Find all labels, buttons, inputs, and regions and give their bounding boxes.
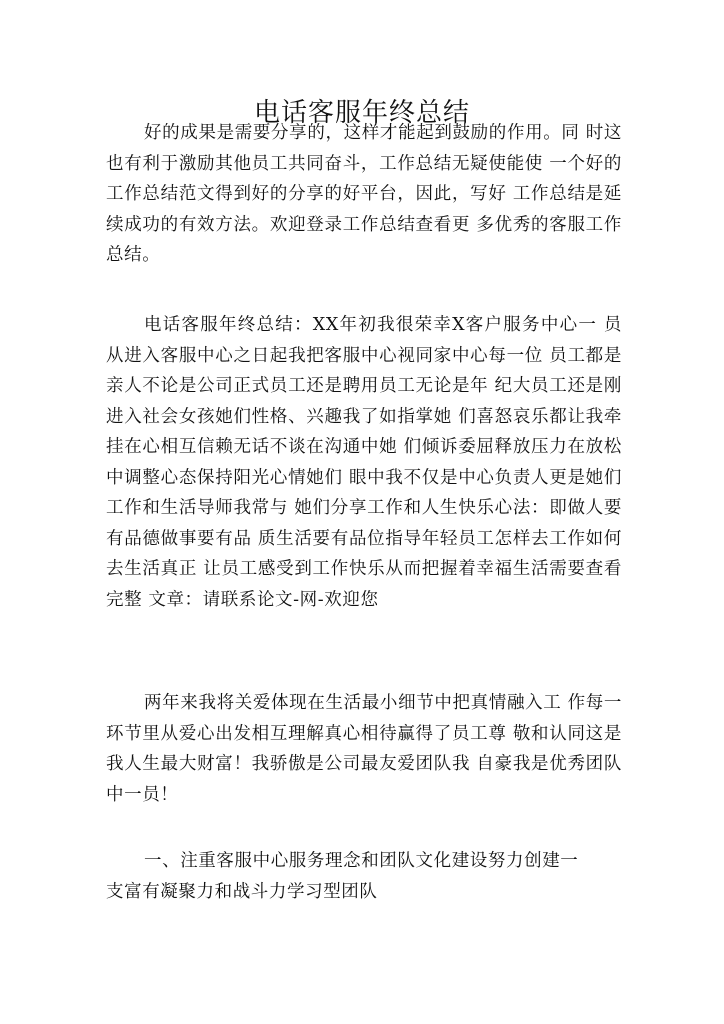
section-heading-line-2: 支富有凝聚力和战斗力学习型团队 [106, 881, 378, 902]
section-heading [106, 846, 622, 907]
paragraph-two-years: 两年来我将关爱体现在生活最小细节中把真情融入工 作每一环节里从爱心出发相互理解真心相待赢得了员工尊 敬和认同这是我人生最大财富！我骄傲是公司最友爱团队我 自豪我是优秀团队中一员！ [106, 693, 622, 805]
section-heading-line-1: 一、注重客服中心服务理念和团队文化建设努力创建一 [144, 851, 579, 871]
document-title: 电话客服年终总结 [253, 98, 470, 129]
paragraph-intro: 好的成果是需要分享的，这样才能起到鼓励的作用。同 时这也有利于激励其他员工共同奋斗，工作总结无疑使能使 一个好的工作总结范文得到好的分享的好平台，因此，写好 工作总结是延续成功的有效方法。欢迎登录工作总结查看更 多优秀的客服工作总结。 [106, 123, 622, 265]
paragraph-summary: 电话客服年终总结：XX年初我很荣幸X客户服务中心一 员从进入客服中心之日起我把客服中心视同家中心每一位 员工都是亲人不论是公司正式员工还是聘用员工无论是年 纪大员工还是刚进入社会女孩她们性格、兴趣我了如指掌她 们喜怒哀乐都让我牵挂在心相互信赖无话不谈在沟通中她 们倾诉委屈释放压力在放松中调整心态保持阳光心情她们 眼中我不仅是中心负责人更是她们工作和生活导师我常与 她们分享工作和人生快乐心法：即做人要有品德做事要有品 质生活要有品位指导年轻员工怎样去工作如何去生活真正 让员工感受到工作快乐从而把握着幸福生活需要查看完整 文章：请联系论文-网-欢迎您 [106, 315, 622, 610]
